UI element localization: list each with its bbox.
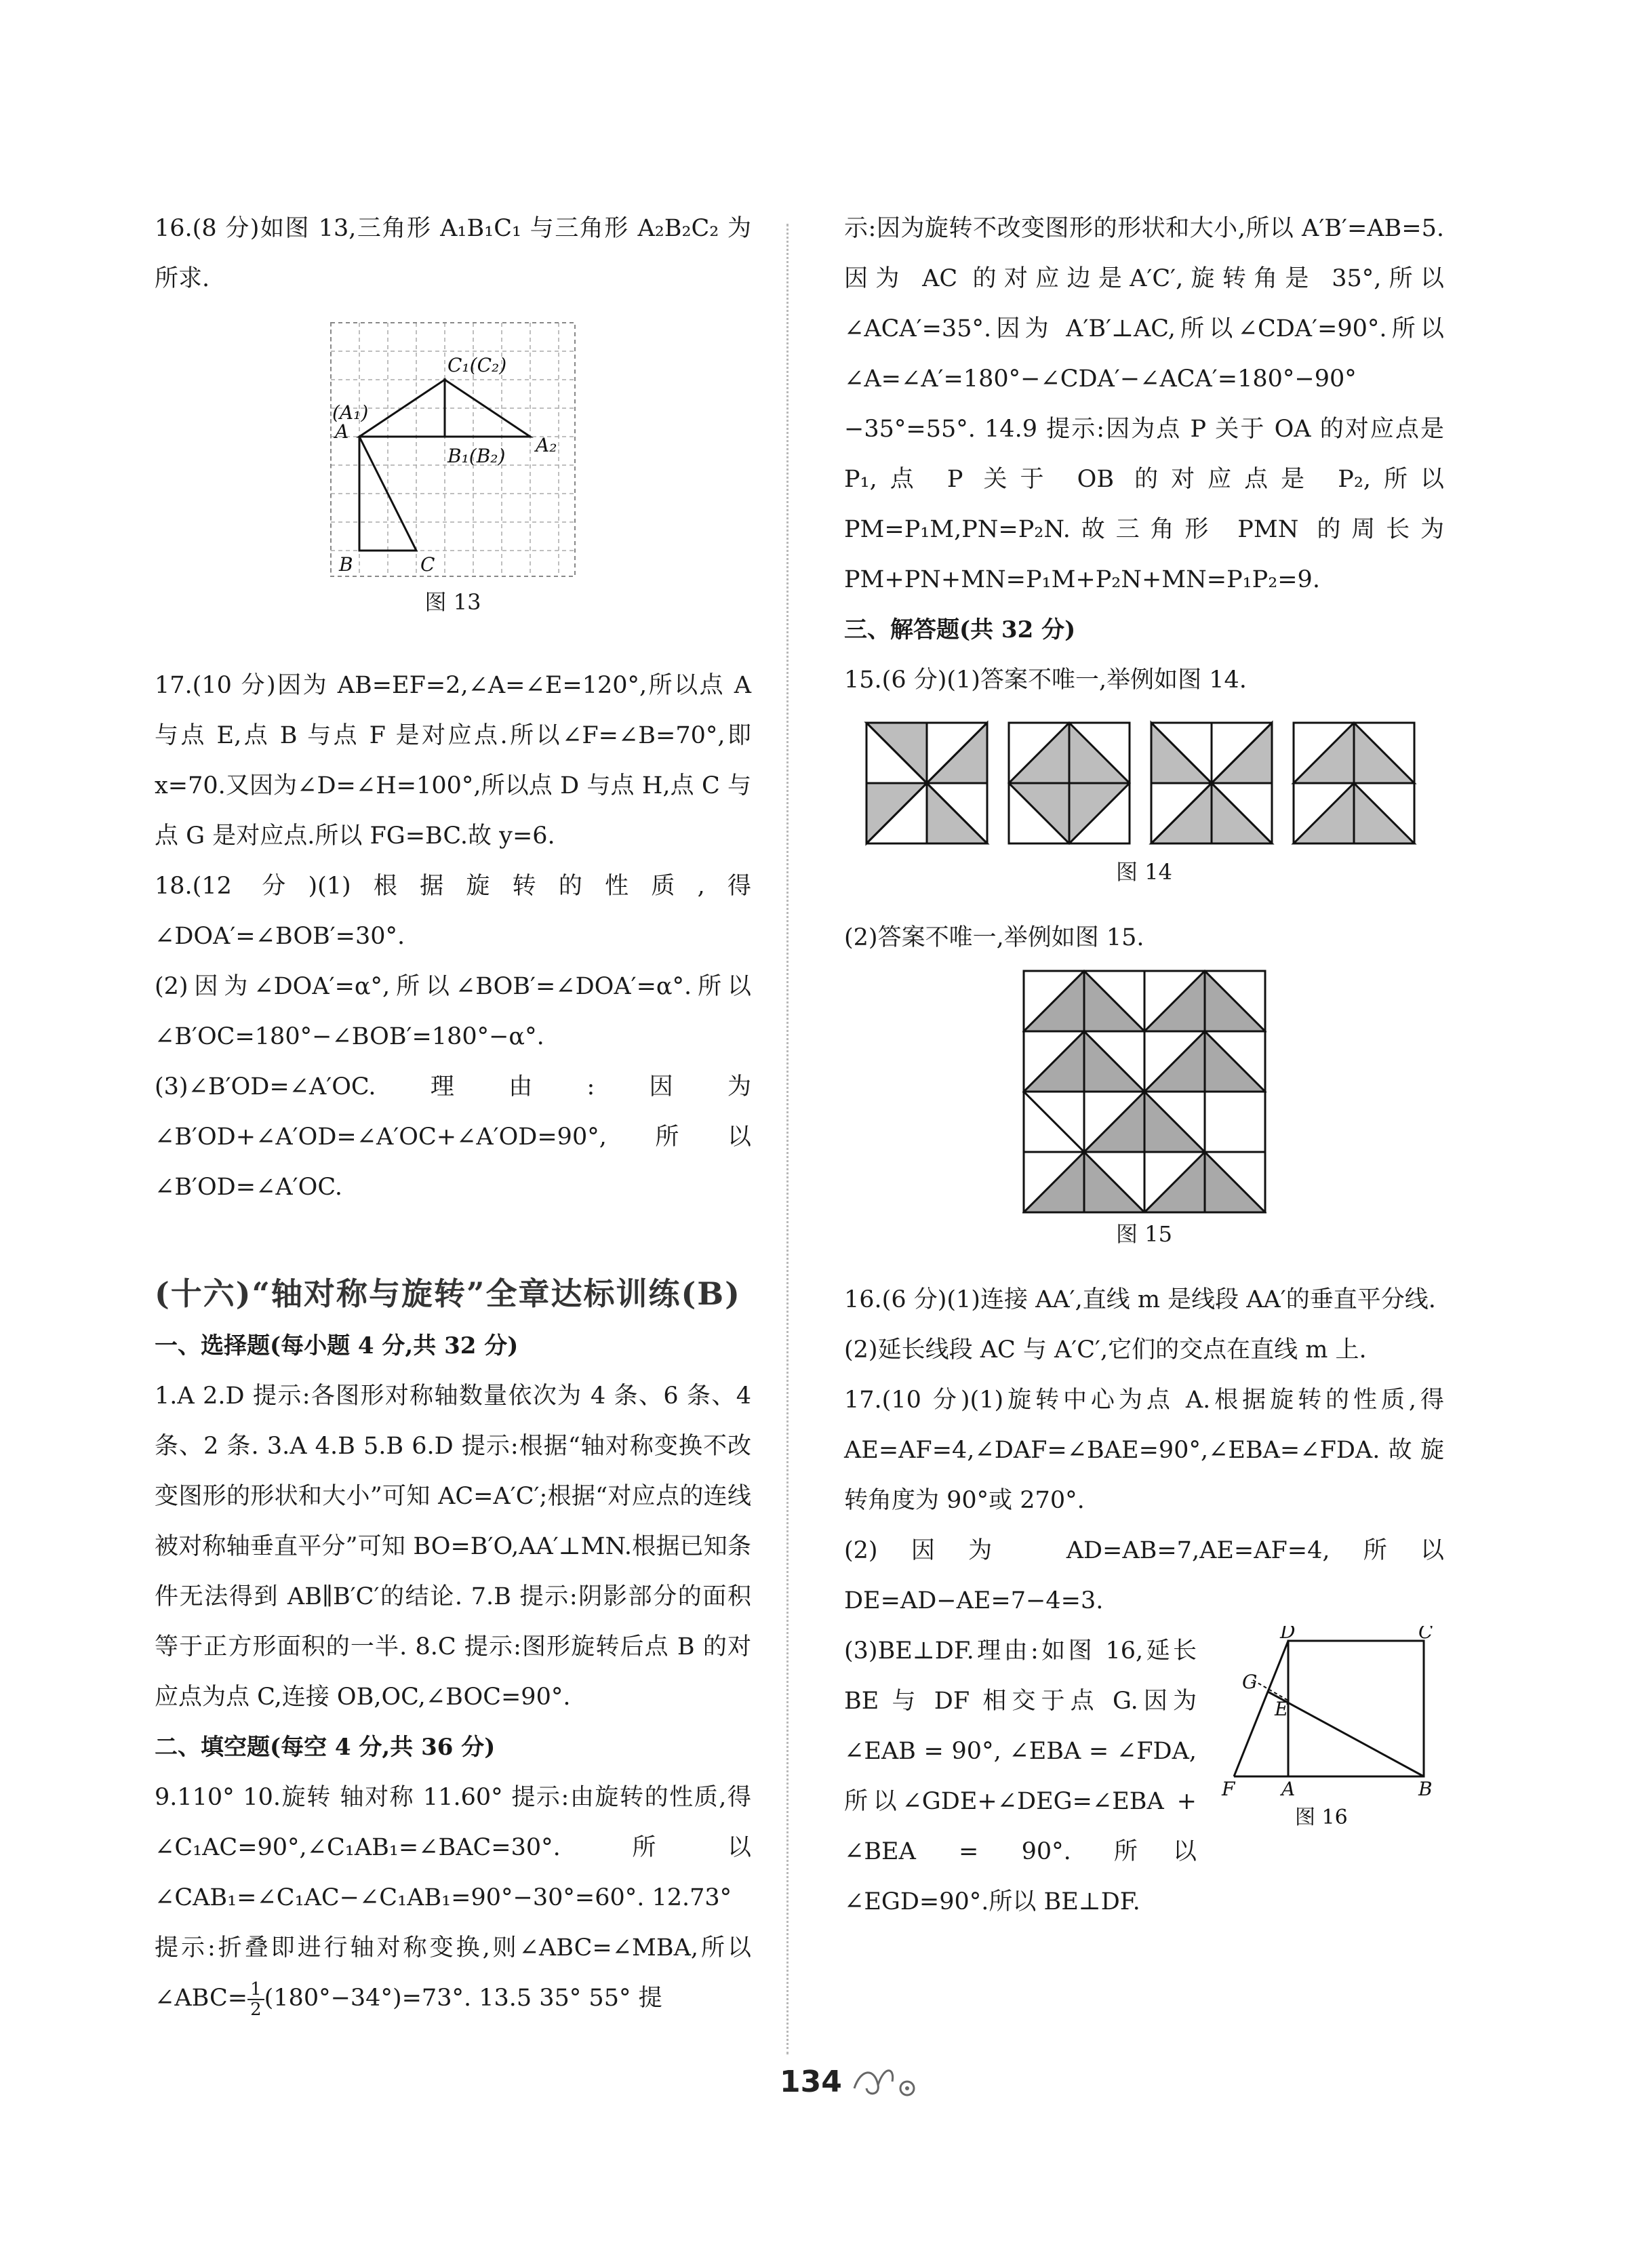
figure-14-square-3 <box>1151 723 1272 843</box>
label-c: C <box>420 553 435 576</box>
right-column <box>844 203 1444 1927</box>
label-a: A <box>1281 1778 1296 1800</box>
fraction-one-half <box>247 1980 264 2019</box>
answer-13-14-continued: 示:因为旋转不改变图形的形状和大小,所以 A′B′=AB=5.因为 AC 的对应边是A′C′,旋转角是 35°,所以∠ACA′=35°.因为 A′B′⊥AC,所以∠CDA′=90°.所以∠A=∠A′=180°−∠CDA′−∠ACA′=180°−90°−35°=55°. 14.9 提示:因为点 P 关于 OA 的对应点是 P₁,点 P 关于 OB 的对应点是 P₂,所以 PM=P₁M,PN=P₂N.故三角形 PMN 的周长为PM+PN+MN=P₁M+P₂N+MN=P₁P₂=9. <box>844 215 1444 593</box>
label-c1c2: C₁(C₂) <box>447 354 507 376</box>
answer-12-hint <box>155 1923 751 2023</box>
answer-17-part3: (3)BE⊥DF.理由:如图 16,延长 BE 与 DF 相交于点 G.因为 ∠EAB = 90°, ∠EBA = ∠FDA,所以∠GDE+∠DEG=∠EBA + ∠BEA = 90°. 所以 ∠EGD=90°.所以 BE⊥DF. <box>844 1637 1197 1915</box>
segment-gb <box>1268 1692 1424 1776</box>
figure-16-caption: 图 16 <box>1295 1806 1348 1829</box>
answer-17-part2: (2)因为 AD=AB=7,AE=AF=4,所以 DE=AD−AE=7−4=3. <box>844 1537 1444 1614</box>
section-1-heading: 一、选择题(每小题 4 分,共 32 分) <box>155 1332 519 1359</box>
figure-16-block <box>1200 1626 1444 1854</box>
answer-16: 16.(8 分)如图 13,三角形 A₁B₁C₁ 与三角形 A₂B₂C₂ 为所求. <box>155 215 751 292</box>
label-a: A <box>335 420 349 443</box>
label-b: B <box>339 553 353 576</box>
answer-17-part1: 17.(10 分)(1)旋转中心为点 A.根据旋转的性质,得 AE=AF=4,∠DAF=∠BAE=90°,∠EBA=∠FDA.故旋转角度为 90°或 270°. <box>844 1387 1444 1514</box>
left-column <box>155 203 751 2023</box>
section-1-answers: 1.A 2.D 提示:各图形对称轴数量依次为 4 条、6 条、4 条、2 条. 3.A 4.B 5.B 6.D 提示:根据“轴对称变换不改变图形的形状和大小”可知 AC=A′C′;根据“对应点的连线被对称轴垂直平分”可知 BO=B′O,AA′⊥MN.根据已知条件无法得到 AB∥B′C′的结论. 7.B 提示:阴影部分的面积等于正方形面积的一半. 8.C 提示:图形旋转后点 B 的对应点为点 C,连接 OB,OC,∠BOC=90°. <box>155 1382 751 1711</box>
flourish-icon <box>847 2061 929 2102</box>
label-b1b2: B₁(B₂) <box>447 445 506 467</box>
label-g: G <box>1242 1671 1258 1693</box>
label-d: D <box>1280 1626 1296 1643</box>
figure-13-caption: 图 13 <box>424 589 481 615</box>
section-3-heading: 三、解答题(共 32 分) <box>844 616 1076 643</box>
label-a1: (A₁) <box>332 401 369 424</box>
figure-14-square-4 <box>1294 723 1414 843</box>
label-b: B <box>1418 1778 1433 1800</box>
figure-13 <box>317 317 588 582</box>
figure-16 <box>1200 1626 1444 1836</box>
figure-14 <box>860 716 1429 852</box>
figure-14-square-1 <box>866 723 987 843</box>
figure-14-caption: 图 14 <box>1116 859 1172 885</box>
figure-15-caption: 图 15 <box>1116 1221 1172 1247</box>
fraction-denominator: 2 <box>250 1999 262 2020</box>
section-2-answers: 9.110° 10.旋转 轴对称 11.60° 提示:由旋转的性质,得∠C₁AC=90°,∠C₁AB₁=∠BAC=30°.所以∠CAB₁=∠C₁AC−∠C₁AB₁=90°−30°=60°. 12.73° <box>155 1784 751 1911</box>
section-2-heading: 二、填空题(每空 4 分,共 36 分) <box>155 1734 496 1761</box>
figure-14-square-2 <box>1009 723 1130 843</box>
figure-15 <box>1022 970 1266 1214</box>
label-a2: A₂ <box>536 434 557 456</box>
answer-17: 17.(10 分)因为 AB=EF=2,∠A=∠E=120°,所以点 A 与点 E,点 B 与点 F 是对应点.所以∠F=∠B=70°,即 x=70.又因为∠D=∠H=100°,所以点 D 与点 H,点 C 与点 G 是对应点.所以 FG=BC.故 y=6. <box>155 672 751 850</box>
label-c: C <box>1418 1626 1433 1643</box>
square-abcd <box>1288 1641 1424 1776</box>
answer-16-part2: (2)延长线段 AC 与 A′C′,它们的交点在直线 m 上. <box>844 1336 1367 1364</box>
answer-16-part1: 16.(6 分)(1)连接 AA′,直线 m 是线段 AA′的垂直平分线. <box>844 1286 1436 1313</box>
answer-17-part3-block <box>844 1626 1444 1927</box>
fraction-numerator: 1 <box>247 1980 264 2000</box>
page-number: 134 <box>780 2065 842 2099</box>
column-divider <box>786 224 789 2054</box>
chapter-title: (十六)“轴对称与旋转”全章达标训练(B) <box>155 1275 741 1312</box>
label-e: E <box>1275 1698 1289 1720</box>
answer-18-part3: (3)∠B′OD=∠A′OC.理由:因为∠B′OD+∠A′OD=∠A′OC+∠A′OD=90°,所以∠B′OD=∠A′OC. <box>155 1073 751 1201</box>
answer-18-part1: 18.(12 分)(1)根据旋转的性质,得∠DOA′=∠BOB′=30°. <box>155 873 751 950</box>
answer-18-part2: (2)因为∠DOA′=α°,所以∠BOB′=∠DOA′=α°.所以∠B′OC=180°−∠BOB′=180°−α°. <box>155 973 751 1050</box>
answer-13-text: (180°−34°)=73°. 13.5 35° 55° 提 <box>264 1985 662 2012</box>
answer-12-text: 提示:折叠即进行轴对称变换,则∠ABC=∠MBA,所以∠ABC= <box>155 1934 751 2012</box>
answer-15-part1: 15.(6 分)(1)答案不唯一,举例如图 14. <box>844 667 1247 694</box>
label-f: F <box>1222 1778 1235 1800</box>
answer-15-part2: (2)答案不唯一,举例如图 15. <box>844 924 1144 951</box>
